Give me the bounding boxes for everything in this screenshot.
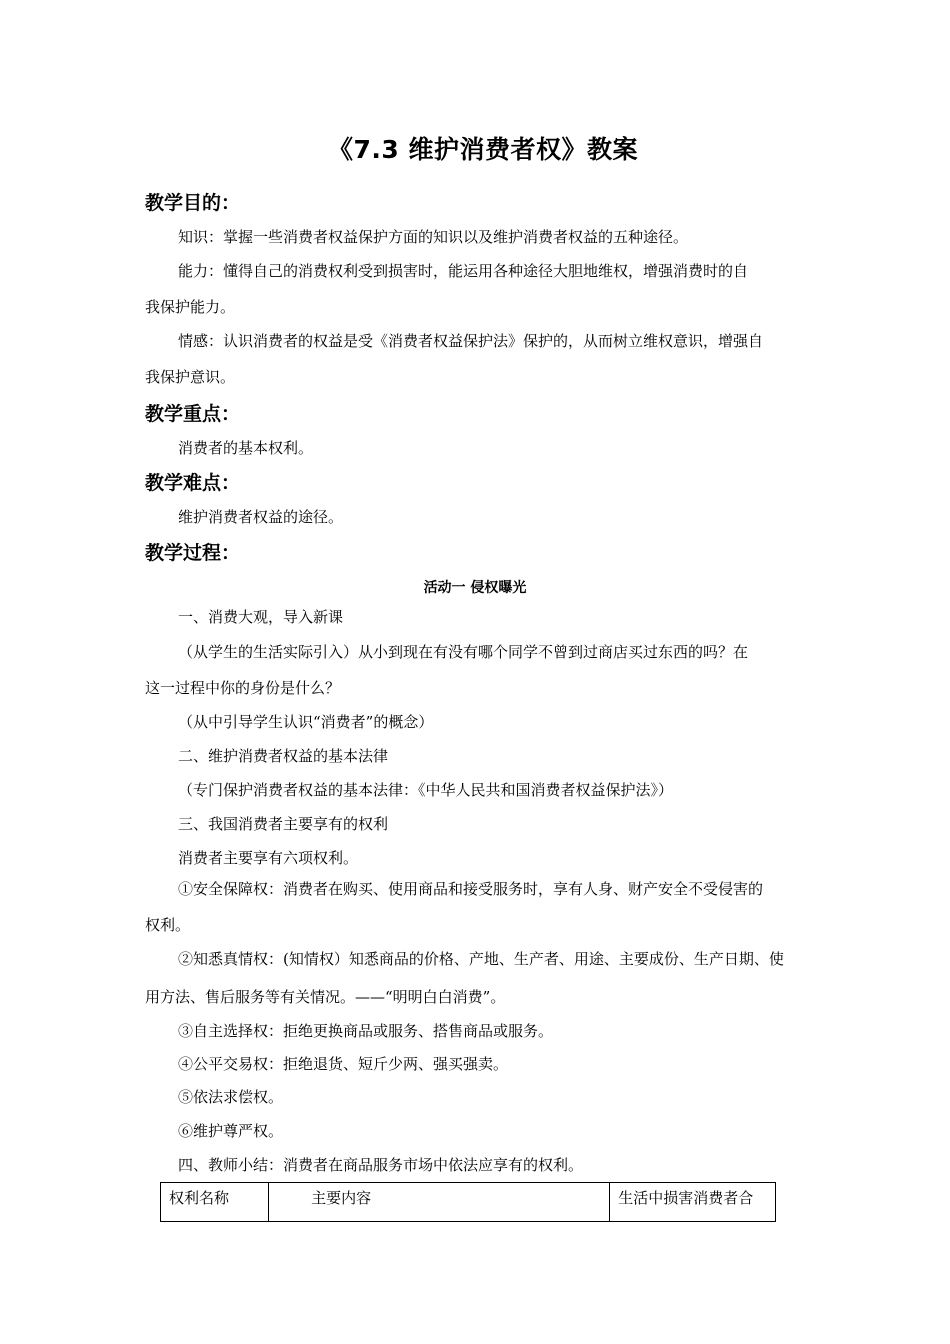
right1-line2: 权利。 — [145, 916, 191, 934]
table-header-main-content: 主要内容 — [269, 1183, 610, 1222]
right1-line1: ①安全保障权：消费者在购买、使用商品和接受服务时，享有人身、财产安全不受侵害的 — [178, 880, 764, 898]
key-point-text: 消费者的基本权利。 — [178, 439, 314, 457]
right3: ③自主选择权：拒绝更换商品或服务、搭售商品或服务。 — [178, 1022, 554, 1040]
difficulty-heading: 教学难点： — [145, 472, 241, 494]
goal-emotion-line1: 情感：认识消费者的权益是受《消费者权益保护法》保护的，从而树立维权意识，增强自 — [178, 332, 764, 350]
table-header-row — [161, 1183, 776, 1222]
section3-intro: 消费者主要享有六项权利。 — [178, 849, 359, 867]
right4: ④公平交易权：拒绝退货、短斤少两、强买强卖。 — [178, 1055, 509, 1073]
document-title: 《7.3 维护消费者权》教案 — [328, 135, 638, 164]
activity-title: 活动一 侵权曝光 — [423, 580, 527, 596]
table-header-right-name: 权利名称 — [161, 1183, 269, 1222]
section4-title: 四、教师小结：消费者在商品服务市场中依法应享有的权利。 — [178, 1156, 584, 1174]
section1-line2: 这一过程中你的身份是什么？ — [145, 679, 341, 697]
process-heading: 教学过程： — [145, 542, 241, 564]
right5: ⑤依法求偿权。 — [178, 1088, 284, 1106]
section3-title: 三、我国消费者主要享有的权利 — [178, 815, 389, 833]
rights-table — [160, 1182, 776, 1222]
goals-heading: 教学目的： — [145, 192, 241, 214]
goal-ability-line1: 能力：懂得自己的消费权利受到损害时，能运用各种途径大胆地维权，增强消费时的自 — [178, 262, 749, 280]
right2-line2: 用方法、售后服务等有关情况。——“明明白白消费”。 — [145, 988, 506, 1006]
section1-title: 一、消费大观，导入新课 — [178, 608, 344, 626]
difficulty-text: 维护消费者权益的途径。 — [178, 508, 344, 526]
section2-note: （专门保护消费者权益的基本法律：《中华人民共和国消费者权益保护法》） — [178, 781, 674, 799]
goal-emotion-line2: 我保护意识。 — [145, 368, 236, 386]
table-header-violation: 生活中损害消费者合 — [610, 1183, 776, 1222]
key-point-heading: 教学重点： — [145, 403, 241, 425]
section1-line1: （从学生的生活实际引入）从小到现在有没有哪个同学不曾到过商店买过东西的吗？在 — [178, 643, 749, 661]
goal-ability-line2: 我保护能力。 — [145, 298, 236, 316]
section2-title: 二、维护消费者权益的基本法律 — [178, 747, 389, 765]
right6: ⑥维护尊严权。 — [178, 1122, 284, 1140]
goal-knowledge: 知识：掌握一些消费者权益保护方面的知识以及维护消费者权益的五种途径。 — [178, 228, 689, 246]
section1-note: （从中引导学生认识“消费者”的概念） — [178, 713, 434, 731]
right2-line1: ②知悉真情权：(知情权）知悉商品的价格、产地、生产者、用途、主要成份、生产日期、使 — [178, 950, 784, 968]
